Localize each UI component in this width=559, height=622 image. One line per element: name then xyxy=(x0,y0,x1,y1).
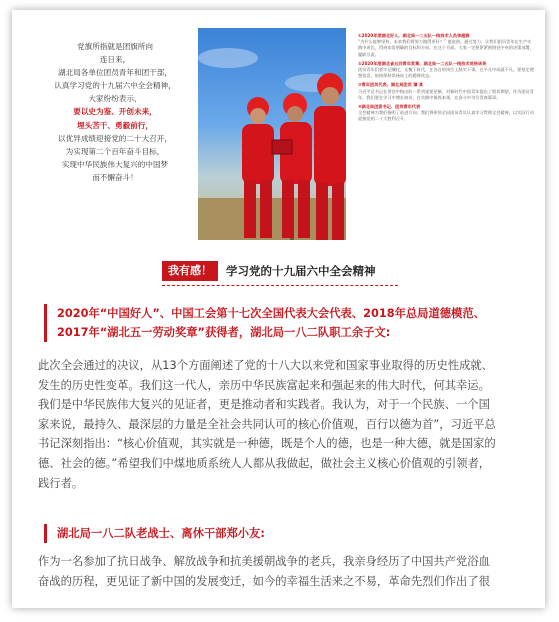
poem-line: 湖北局各单位团员青年和团干部， xyxy=(58,68,172,78)
paragraph-line: 家来说，最持久、最深层的力量是全社会共同认可的核心价值观，百行以德为首”，习近平总 xyxy=(38,417,496,431)
poem-line: 连日来， xyxy=(99,55,131,65)
section2-heading xyxy=(44,524,265,543)
paragraph-line: 书记深刻指出：“核心价值观，其实就是一种德，既是个人的德，也是一种大德，就是国家的 xyxy=(38,437,496,451)
poem-line: 认真学习党的十九届六中全会精神， xyxy=(54,81,176,91)
intro-poem xyxy=(30,40,200,184)
news-heading: ④湖北局团委书记、团员青年代表 xyxy=(358,104,421,110)
section1-heading-line: 2020年“中国好人”、中国工会第十七次全国代表大会代表、2018年总局道德模范、 xyxy=(57,307,485,320)
section2-paragraph xyxy=(38,552,538,591)
poem-line: 大家纷纷表示， xyxy=(88,94,142,104)
poem-line: 以优异成绩迎接党的二十大召开， xyxy=(58,133,172,143)
news-column xyxy=(358,30,534,125)
paragraph-line: 践行者。 xyxy=(38,476,84,490)
paragraph-line: 作为一名参加了抗日战争、解放战争和抗美援朝战争的老兵，我亲身经历了中国共产党浴血 xyxy=(38,555,490,568)
paragraph-line: 我们是中华民族伟大复兴的见证者，更是推动者和实践者。我认为，对于一个民族、一个国 xyxy=(38,398,490,412)
news-body: 团员青年们要牢记嘱托，无愧于时代，在各自的岗位上踏实干事，在平凡中成就不凡。要坚定理想信念，始终保持昂扬向上的精神状态。 xyxy=(358,67,534,79)
poem-line: 埋头苦干、勇毅前行， xyxy=(77,120,153,130)
poem-line: 而不懈奋斗！ xyxy=(92,172,138,182)
section1-heading-line: 2017年“湖北五一劳动奖章”获得者，湖北局一八二队职工余子文: xyxy=(57,326,391,339)
poem-line: 党旗所指就是团旗所向 xyxy=(77,42,153,51)
paragraph-line: 德、社会的德。”希望我们中煤地质系统人人都从我做起，做社会主义核心价值观的引领者， xyxy=(38,456,491,470)
workers-photo xyxy=(198,28,346,240)
banner-divider xyxy=(162,285,398,286)
article-card xyxy=(12,10,545,608)
news-body: “为什么能够坚持，未来我们将努力做得更好？” 他说道。通过努力，让我们团员青年在生产实践中成长，得到非常明确的目标和方向。在这个方面，大家一定要紧紧围绕党中央的决策部署，履职尽责。 xyxy=(358,39,534,57)
workers-photo-art xyxy=(198,28,346,240)
section1-heading xyxy=(44,304,485,342)
poem-line: 为实现第二个百年奋斗目标， xyxy=(65,146,165,156)
news-heading: ③青年团员代表、湖北局团员 谭 某 xyxy=(358,82,424,88)
poem-line: 要以史为鉴、开创未来， xyxy=(73,107,157,117)
news-heading: ①2020年度湖北好人、湖北局一二五队一线技术人员李超群 xyxy=(358,33,470,38)
news-body: 全会精神为我们指明了前进方向。我们将带领全局团员青年认真学习贯彻全会精神，以实际行动迎接党的二十大胜利召开。 xyxy=(358,110,534,122)
banner-tag: 我有感！ xyxy=(162,261,218,281)
paragraph-line: 奋战的历程，更见证了新中国的发展变迁，如今的幸福生活来之不易，革命先烈们作出了很 xyxy=(38,574,490,588)
paragraph-line: 发生的历史性变革。我们这一代人，亲历中华民族富起来和强起来的伟大时代，何其幸运。 xyxy=(38,378,490,392)
section-banner xyxy=(162,260,376,282)
banner-title: 学习党的十九届六中全会精神 xyxy=(226,264,376,278)
news-body: 习近平总书记在讲话中指出的一系列重要论断，对新时代中国青年提出了殷切期望。作为团员青年，我们要在学习中增长知识，在实践中锤炼本领，在奋斗中书写青春篇章。 xyxy=(358,88,534,100)
section2-heading-text: 湖北局一八二队老战士、离休干部郑小友: xyxy=(57,527,265,540)
news-heading: ②2020年度湖北省五四青年奖章、湖北局一二五队一线技术员杨华英 xyxy=(358,60,487,66)
poem-line: 实现中华民族伟大复兴的中国梦 xyxy=(61,159,169,169)
section1-paragraph xyxy=(38,356,538,493)
paragraph-line: 此次全会通过的决议，从13个方面阐述了党的十八大以来党和国家事业取得的历史性成就、 xyxy=(38,359,493,372)
